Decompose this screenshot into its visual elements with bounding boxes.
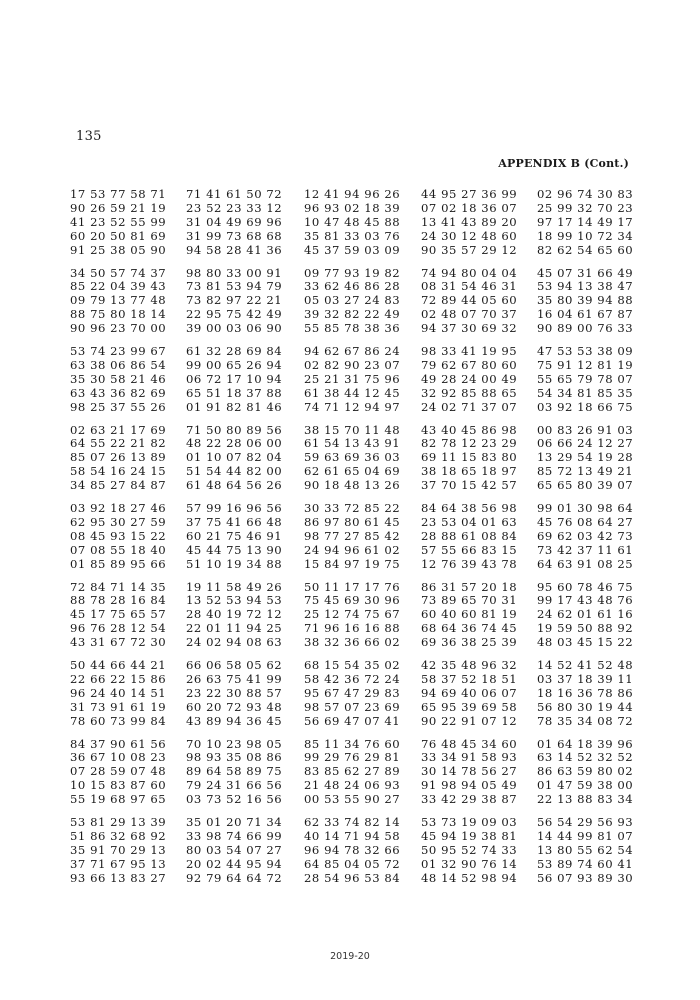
page-footer: 2019-20 (330, 951, 370, 962)
number-row: 43 89 94 36 45 (186, 713, 283, 728)
number-row: 90 26 59 21 19 (70, 200, 167, 215)
number-row: 58 37 52 18 51 (421, 671, 518, 686)
number-row: 62 95 30 27 59 (70, 514, 167, 529)
number-row: 97 17 14 49 17 (537, 214, 634, 229)
number-row: 54 34 81 85 35 (537, 385, 634, 400)
number-row: 02 82 90 23 07 (304, 357, 401, 372)
number-block (70, 188, 632, 267)
number-row: 25 12 74 75 67 (304, 607, 401, 622)
number-row: 17 53 77 58 71 (70, 187, 167, 201)
number-column (70, 738, 166, 808)
number-row: 94 69 40 06 07 (421, 685, 518, 700)
number-row: 22 95 75 42 49 (186, 307, 283, 322)
number-row: 24 94 96 61 02 (304, 542, 401, 557)
number-column (421, 738, 517, 808)
number-row: 33 62 46 86 28 (304, 279, 401, 294)
number-block (70, 816, 632, 895)
number-column (186, 502, 282, 572)
number-row: 31 73 91 61 19 (70, 699, 167, 714)
number-row: 20 02 44 95 94 (186, 856, 283, 871)
number-row: 53 89 74 60 41 (537, 856, 634, 871)
number-row: 50 44 66 44 21 (70, 658, 167, 672)
number-row: 41 23 52 55 99 (70, 214, 167, 229)
number-column (304, 502, 400, 572)
number-row: 23 22 30 88 57 (186, 685, 283, 700)
number-row: 25 99 32 70 23 (537, 200, 634, 215)
number-row: 35 30 58 21 46 (70, 371, 167, 386)
number-row: 98 25 37 55 26 (70, 399, 167, 414)
number-row: 18 16 36 78 86 (537, 685, 634, 700)
number-row: 00 83 26 91 03 (537, 422, 634, 437)
number-column (537, 738, 633, 808)
number-row: 85 07 26 13 89 (70, 450, 167, 465)
number-row: 12 76 39 43 78 (421, 556, 518, 571)
number-row: 63 14 52 32 52 (537, 750, 634, 765)
number-row: 13 80 55 62 54 (537, 842, 634, 857)
number-block (70, 738, 632, 817)
number-row: 37 71 67 95 13 (70, 856, 167, 871)
number-column (421, 581, 517, 651)
number-row: 34 85 27 84 87 (70, 478, 167, 493)
number-row: 80 03 54 07 27 (186, 842, 283, 857)
number-row: 60 20 50 81 69 (70, 228, 167, 243)
number-row: 95 60 78 46 75 (537, 579, 634, 594)
number-row: 45 76 08 64 27 (537, 514, 634, 529)
number-row: 13 41 43 89 20 (421, 214, 518, 229)
number-row: 03 92 18 27 46 (70, 501, 167, 515)
number-row: 56 69 47 07 41 (304, 713, 401, 728)
number-block (70, 424, 632, 503)
number-row: 96 76 28 12 54 (70, 621, 167, 636)
number-row: 38 15 70 11 48 (304, 422, 401, 437)
number-row: 38 18 65 18 97 (421, 464, 518, 479)
number-row: 64 63 91 08 25 (537, 556, 634, 571)
number-row: 24 62 01 61 16 (537, 607, 634, 622)
number-column (304, 816, 400, 886)
number-row: 98 33 41 19 95 (421, 344, 518, 358)
number-row: 86 97 80 61 45 (304, 514, 401, 529)
number-row: 10 47 48 45 88 (304, 214, 401, 229)
number-row: 31 04 49 69 96 (186, 214, 283, 229)
number-row: 40 14 71 94 58 (304, 828, 401, 843)
page-number: 135 (76, 129, 102, 144)
number-column (537, 345, 633, 415)
number-column (186, 345, 282, 415)
number-row: 84 37 90 61 56 (70, 736, 167, 751)
number-row: 91 98 94 05 49 (421, 778, 518, 793)
number-row: 68 64 36 74 45 (421, 621, 518, 636)
number-row: 24 02 71 37 07 (421, 399, 518, 414)
number-row: 30 14 78 56 27 (421, 764, 518, 779)
number-row: 47 53 53 38 09 (537, 344, 634, 358)
number-row: 72 84 71 14 35 (70, 579, 167, 594)
number-row: 13 29 54 19 28 (537, 450, 634, 465)
number-row: 98 77 27 85 42 (304, 528, 401, 543)
number-row: 57 99 16 96 56 (186, 501, 283, 515)
number-row: 64 85 04 05 72 (304, 856, 401, 871)
number-row: 51 86 32 68 92 (70, 828, 167, 843)
number-row: 62 61 65 04 69 (304, 464, 401, 479)
number-row: 60 20 72 93 48 (186, 699, 283, 714)
number-row: 79 62 67 80 60 (421, 357, 518, 372)
number-row: 89 64 58 89 75 (186, 764, 283, 779)
number-row: 59 63 69 36 03 (304, 450, 401, 465)
number-block (70, 659, 632, 738)
number-row: 43 40 45 86 98 (421, 422, 518, 437)
number-column (421, 816, 517, 886)
number-column (186, 188, 282, 258)
number-row: 51 10 19 34 88 (186, 556, 283, 571)
number-row: 51 54 44 82 00 (186, 464, 283, 479)
number-row: 56 07 93 89 30 (537, 870, 634, 885)
number-row: 73 42 37 11 61 (537, 542, 634, 557)
number-column (304, 581, 400, 651)
random-number-table (70, 188, 632, 895)
number-column (421, 502, 517, 572)
number-column (304, 424, 400, 494)
number-column (186, 659, 282, 729)
number-row: 57 55 66 83 15 (421, 542, 518, 557)
number-row: 99 17 43 48 76 (537, 593, 634, 608)
number-row: 58 54 16 24 15 (70, 464, 167, 479)
number-row: 69 36 38 25 39 (421, 635, 518, 650)
number-row: 82 78 12 23 29 (421, 436, 518, 451)
number-row: 60 40 60 81 19 (421, 607, 518, 622)
number-row: 76 48 45 34 60 (421, 736, 518, 751)
number-column (186, 738, 282, 808)
number-row: 43 31 67 72 30 (70, 635, 167, 650)
number-column (537, 424, 633, 494)
number-column (186, 424, 282, 494)
number-row: 19 59 50 88 92 (537, 621, 634, 636)
number-row: 63 43 36 82 69 (70, 385, 167, 400)
number-column (186, 267, 282, 337)
number-row: 15 84 97 19 75 (304, 556, 401, 571)
number-column (304, 738, 400, 808)
number-row: 96 94 78 32 66 (304, 842, 401, 857)
number-row: 96 93 02 18 39 (304, 200, 401, 215)
number-row: 94 58 28 41 36 (186, 242, 283, 257)
number-row: 63 38 06 86 54 (70, 357, 167, 372)
number-row: 02 63 21 17 69 (70, 422, 167, 437)
number-row: 45 44 75 13 90 (186, 542, 283, 557)
number-row: 70 10 23 98 05 (186, 736, 283, 751)
number-row: 14 44 99 81 07 (537, 828, 634, 843)
number-row: 92 79 64 64 72 (186, 870, 283, 885)
number-row: 99 29 76 29 81 (304, 750, 401, 765)
number-row: 65 51 18 37 88 (186, 385, 283, 400)
number-row: 66 06 58 05 62 (186, 658, 283, 672)
number-row: 16 04 61 67 87 (537, 307, 634, 322)
number-row: 36 67 10 08 23 (70, 750, 167, 765)
number-column (186, 816, 282, 886)
number-row: 37 75 41 66 48 (186, 514, 283, 529)
number-row: 38 32 36 66 02 (304, 635, 401, 650)
number-row: 94 62 67 86 24 (304, 344, 401, 358)
number-row: 01 91 82 81 46 (186, 399, 283, 414)
number-row: 35 80 39 94 88 (537, 293, 634, 308)
number-row: 35 01 20 71 34 (186, 815, 283, 829)
number-row: 73 81 53 94 79 (186, 279, 283, 294)
number-row: 03 73 52 16 56 (186, 792, 283, 807)
number-row: 35 81 33 03 76 (304, 228, 401, 243)
number-row: 08 45 93 15 22 (70, 528, 167, 543)
number-row: 93 66 13 83 27 (70, 870, 167, 885)
number-row: 84 64 38 56 98 (421, 501, 518, 515)
number-row: 08 31 54 46 31 (421, 279, 518, 294)
number-row: 65 65 80 39 07 (537, 478, 634, 493)
number-row: 58 42 36 72 24 (304, 671, 401, 686)
number-row: 56 54 29 56 93 (537, 815, 634, 829)
number-row: 78 35 34 08 72 (537, 713, 634, 728)
number-row: 55 85 78 38 36 (304, 321, 401, 336)
number-row: 65 95 39 69 58 (421, 699, 518, 714)
number-row: 88 75 80 18 14 (70, 307, 167, 322)
number-row: 07 02 18 36 07 (421, 200, 518, 215)
number-row: 78 60 73 99 84 (70, 713, 167, 728)
number-row: 53 73 19 09 03 (421, 815, 518, 829)
number-column (537, 659, 633, 729)
number-column (537, 816, 633, 886)
number-column (421, 267, 517, 337)
number-row: 33 34 91 58 93 (421, 750, 518, 765)
number-row: 64 55 22 21 82 (70, 436, 167, 451)
number-row: 98 93 35 08 86 (186, 750, 283, 765)
number-row: 22 13 88 83 34 (537, 792, 634, 807)
number-row: 06 66 24 12 27 (537, 436, 634, 451)
number-row: 71 96 16 16 88 (304, 621, 401, 636)
number-row: 61 38 44 12 45 (304, 385, 401, 400)
number-row: 42 35 48 96 32 (421, 658, 518, 672)
number-row: 39 00 03 06 90 (186, 321, 283, 336)
number-row: 07 08 55 18 40 (70, 542, 167, 557)
number-row: 22 66 22 15 86 (70, 671, 167, 686)
number-block (70, 581, 632, 660)
number-row: 53 74 23 99 67 (70, 344, 167, 358)
number-row: 61 54 13 43 91 (304, 436, 401, 451)
number-column (70, 816, 166, 886)
number-column (421, 424, 517, 494)
number-row: 32 92 85 88 65 (421, 385, 518, 400)
number-block (70, 267, 632, 346)
number-row: 61 48 64 56 26 (186, 478, 283, 493)
number-row: 39 32 82 22 49 (304, 307, 401, 322)
number-row: 03 37 18 39 11 (537, 671, 634, 686)
number-row: 05 03 27 24 83 (304, 293, 401, 308)
number-row: 06 72 17 10 94 (186, 371, 283, 386)
number-row: 33 98 74 66 99 (186, 828, 283, 843)
number-block (70, 502, 632, 581)
number-row: 09 79 13 77 48 (70, 293, 167, 308)
number-row: 50 11 17 17 76 (304, 579, 401, 594)
number-row: 02 96 74 30 83 (537, 187, 634, 201)
number-row: 22 01 11 94 25 (186, 621, 283, 636)
number-column (421, 659, 517, 729)
number-row: 01 10 07 82 04 (186, 450, 283, 465)
number-row: 90 22 91 07 12 (421, 713, 518, 728)
number-row: 33 42 29 38 87 (421, 792, 518, 807)
number-column (70, 659, 166, 729)
number-column (186, 581, 282, 651)
number-row: 14 52 41 52 48 (537, 658, 634, 672)
number-row: 69 62 03 42 73 (537, 528, 634, 543)
number-column (70, 267, 166, 337)
number-column (304, 188, 400, 258)
appendix-heading: APPENDIX B (Cont.) (498, 157, 629, 170)
number-row: 00 53 55 90 27 (304, 792, 401, 807)
number-row: 50 95 52 74 33 (421, 842, 518, 857)
number-column (304, 345, 400, 415)
number-row: 34 50 57 74 37 (70, 265, 167, 280)
number-row: 90 96 23 70 00 (70, 321, 167, 336)
number-row: 90 89 00 76 33 (537, 321, 634, 336)
number-row: 24 30 12 48 60 (421, 228, 518, 243)
number-row: 82 62 54 65 60 (537, 242, 634, 257)
number-column (70, 345, 166, 415)
number-row: 48 03 45 15 22 (537, 635, 634, 650)
number-row: 90 18 48 13 26 (304, 478, 401, 493)
number-column (70, 188, 166, 258)
number-row: 28 40 19 72 12 (186, 607, 283, 622)
number-row: 45 17 75 65 57 (70, 607, 167, 622)
number-row: 30 33 72 85 22 (304, 501, 401, 515)
number-row: 13 52 53 94 53 (186, 593, 283, 608)
number-row: 25 21 31 75 96 (304, 371, 401, 386)
number-row: 48 22 28 06 00 (186, 436, 283, 451)
number-row: 55 19 68 97 65 (70, 792, 167, 807)
number-row: 28 54 96 53 84 (304, 870, 401, 885)
number-column (421, 188, 517, 258)
number-row: 01 64 18 39 96 (537, 736, 634, 751)
number-row: 71 41 61 50 72 (186, 187, 283, 201)
number-row: 23 53 04 01 63 (421, 514, 518, 529)
number-column (304, 659, 400, 729)
number-row: 01 47 59 38 00 (537, 778, 634, 793)
number-row: 62 33 74 82 14 (304, 815, 401, 829)
number-row: 49 28 24 00 49 (421, 371, 518, 386)
number-row: 23 52 23 33 12 (186, 200, 283, 215)
number-row: 21 48 24 06 93 (304, 778, 401, 793)
number-row: 86 63 59 80 02 (537, 764, 634, 779)
number-block (70, 345, 632, 424)
number-column (304, 267, 400, 337)
number-column (537, 581, 633, 651)
number-row: 26 63 75 41 99 (186, 671, 283, 686)
number-row: 99 01 30 98 64 (537, 501, 634, 515)
number-row: 85 11 34 76 60 (304, 736, 401, 751)
number-row: 69 11 15 83 80 (421, 450, 518, 465)
number-row: 53 81 29 13 39 (70, 815, 167, 829)
number-row: 12 41 94 96 26 (304, 187, 401, 201)
number-row: 09 77 93 19 82 (304, 265, 401, 280)
number-row: 37 70 15 42 57 (421, 478, 518, 493)
number-row: 07 28 59 07 48 (70, 764, 167, 779)
number-row: 45 37 59 03 09 (304, 242, 401, 257)
number-row: 02 48 07 70 37 (421, 307, 518, 322)
number-row: 73 89 65 70 31 (421, 593, 518, 608)
number-column (537, 502, 633, 572)
number-row: 45 94 19 38 81 (421, 828, 518, 843)
number-column (70, 424, 166, 494)
number-row: 98 57 07 23 69 (304, 699, 401, 714)
number-row: 68 15 54 35 02 (304, 658, 401, 672)
number-row: 90 35 57 29 12 (421, 242, 518, 257)
number-row: 01 85 89 95 66 (70, 556, 167, 571)
number-row: 75 45 69 30 96 (304, 593, 401, 608)
number-column (70, 581, 166, 651)
number-row: 18 99 10 72 34 (537, 228, 634, 243)
number-row: 61 32 28 69 84 (186, 344, 283, 358)
number-row: 73 82 97 22 21 (186, 293, 283, 308)
number-row: 88 78 28 16 84 (70, 593, 167, 608)
number-row: 28 88 61 08 84 (421, 528, 518, 543)
number-row: 74 94 80 04 04 (421, 265, 518, 280)
number-row: 19 11 58 49 26 (186, 579, 283, 594)
number-row: 01 32 90 76 14 (421, 856, 518, 871)
number-row: 79 24 31 66 56 (186, 778, 283, 793)
number-row: 35 91 70 29 13 (70, 842, 167, 857)
number-row: 31 99 73 68 68 (186, 228, 283, 243)
number-row: 24 02 94 08 63 (186, 635, 283, 650)
number-column (537, 188, 633, 258)
number-row: 60 21 75 46 91 (186, 528, 283, 543)
number-row: 10 15 83 87 60 (70, 778, 167, 793)
number-row: 99 00 65 26 94 (186, 357, 283, 372)
number-row: 74 71 12 94 97 (304, 399, 401, 414)
number-row: 96 24 40 14 51 (70, 685, 167, 700)
number-row: 45 07 31 66 49 (537, 265, 634, 280)
number-row: 85 72 13 49 21 (537, 464, 634, 479)
number-row: 44 95 27 36 99 (421, 187, 518, 201)
number-row: 85 22 04 39 43 (70, 279, 167, 294)
number-row: 71 50 80 89 56 (186, 422, 283, 437)
number-row: 48 14 52 98 94 (421, 870, 518, 885)
number-row: 53 94 13 38 47 (537, 279, 634, 294)
number-row: 83 85 62 27 89 (304, 764, 401, 779)
number-column (537, 267, 633, 337)
number-column (421, 345, 517, 415)
number-row: 98 80 33 00 91 (186, 265, 283, 280)
number-row: 86 31 57 20 18 (421, 579, 518, 594)
number-row: 56 80 30 19 44 (537, 699, 634, 714)
number-row: 03 92 18 66 75 (537, 399, 634, 414)
number-row: 55 65 79 78 07 (537, 371, 634, 386)
number-column (70, 502, 166, 572)
number-row: 91 25 38 05 90 (70, 242, 167, 257)
number-row: 72 89 44 05 60 (421, 293, 518, 308)
number-row: 75 91 12 81 19 (537, 357, 634, 372)
number-row: 95 67 47 29 83 (304, 685, 401, 700)
number-row: 94 37 30 69 32 (421, 321, 518, 336)
